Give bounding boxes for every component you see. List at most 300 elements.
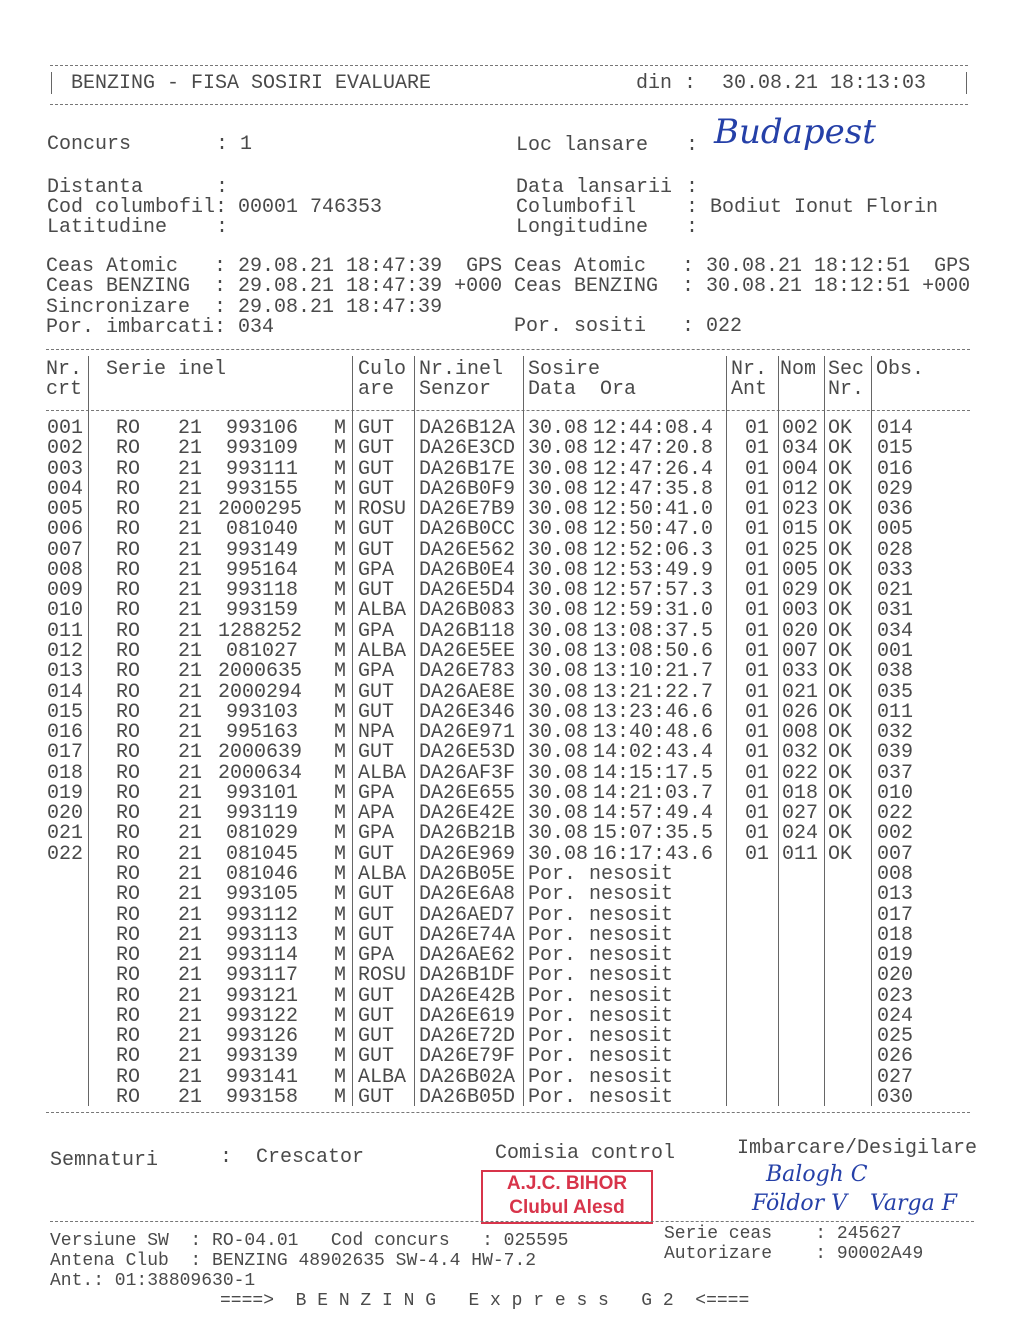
sensor-ring: DA26B21B (419, 822, 516, 846)
sensor-ring: DA26AF3F (419, 761, 516, 785)
por-sositi: Por. sositi : 022 (514, 315, 743, 338)
autorizare: Autorizare : 90002A49 (664, 1244, 924, 1264)
obs: 002 (877, 822, 914, 846)
color: GUT (358, 417, 395, 440)
arrival-time: nesosit (589, 903, 674, 927)
ring-serial: 993126 (225, 1025, 298, 1049)
color: GUT (358, 1004, 395, 1028)
nom: 027 (782, 802, 819, 826)
sex: M (333, 680, 346, 704)
nom: 018 (782, 781, 819, 805)
ring-year: 21 (178, 842, 203, 866)
sensor-ring: DA26E6A8 (419, 883, 516, 907)
arrival-time: 14:15:17.5 (593, 761, 714, 785)
sensor-ring: DA26B12A (419, 417, 516, 440)
row-number: 005 (47, 498, 84, 522)
sensor-ring: DA26E53D (419, 741, 516, 765)
latitudine-label: Latitudine (47, 216, 168, 239)
obs: 019 (877, 944, 914, 967)
antenna-nr: 01 (745, 741, 770, 765)
sensor-ring: DA26E42B (419, 984, 516, 1008)
row-number: 010 (47, 599, 84, 623)
ring-serial: 081045 (225, 842, 298, 866)
sec-nr: OK (828, 498, 853, 522)
sex: M (333, 700, 346, 724)
arrival-date: 30.08 (528, 660, 589, 684)
row-number: 004 (47, 477, 84, 501)
obs: 018 (877, 923, 914, 947)
arrival-time: 12:47:20.8 (593, 437, 714, 461)
color: GPA (358, 660, 395, 684)
ring-serial: 995164 (225, 558, 298, 582)
ring-year: 21 (178, 680, 203, 704)
obs: 028 (877, 538, 914, 562)
columbofil-value: : Bodiut Ionut Florin (686, 196, 939, 219)
color: GUT (358, 477, 395, 501)
arrival-time: 13:40:48.6 (593, 721, 714, 744)
antenna-nr: 01 (745, 680, 770, 704)
cod-columbofil-value: 00001 746353 (238, 196, 383, 219)
arrival-time: nesosit (589, 1065, 674, 1089)
arrival-time: nesosit (589, 944, 674, 967)
antenna-nr: 01 (745, 498, 770, 522)
sincronizare: Sincronizare : 29.08.21 18:47:39 (46, 296, 443, 319)
col-culoare-header-2: are (358, 378, 395, 401)
ring-serial: 2000635 (218, 660, 303, 684)
imbarcare-label: Imbarcare/Desigilare (737, 1137, 978, 1160)
col-senzor-header: Senzor (419, 378, 492, 401)
arrival-time: nesosit (589, 1085, 674, 1109)
ring-year: 21 (178, 721, 203, 744)
ring-year: 21 (178, 883, 203, 907)
color: GUT (358, 984, 395, 1008)
ceas-benzing-end: Ceas BENZING : 30.08.21 18:12:51 +000 (514, 275, 971, 298)
obs: 016 (877, 457, 914, 481)
sec-nr: OK (828, 579, 853, 603)
sex: M (333, 457, 346, 481)
row-number: 001 (47, 417, 84, 440)
ring-country: RO (116, 944, 141, 967)
arrival-date: 30.08 (528, 457, 589, 481)
row-number: 013 (47, 660, 84, 684)
arrival-time: 12:44:08.4 (593, 417, 714, 440)
nom: 011 (782, 842, 819, 866)
col-sosire-header: Sosire (528, 358, 601, 381)
row-number: 016 (47, 721, 84, 744)
longitudine-label: Longitudine (516, 216, 649, 239)
obs: 005 (877, 518, 914, 542)
concurs-label: Concurs (47, 133, 132, 156)
loc-lansare-handwritten: Budapest (714, 112, 876, 152)
ring-year: 21 (178, 741, 203, 765)
sensor-ring: DA26AE8E (419, 680, 516, 704)
arrival-time: 13:23:46.6 (593, 700, 714, 724)
sensor-ring: DA26E619 (419, 1004, 516, 1028)
ring-serial: 081027 (225, 640, 298, 663)
cod-columbofil-label: Cod columbofil: (47, 196, 228, 219)
sex: M (333, 437, 346, 461)
nom: 005 (782, 558, 819, 582)
ring-year: 21 (178, 1045, 203, 1069)
row-number: 002 (47, 437, 84, 461)
col-crt-header: crt (46, 378, 83, 401)
row-number: 022 (47, 842, 84, 866)
color: GUT (358, 579, 395, 603)
sex: M (333, 781, 346, 805)
color: GUT (358, 700, 395, 724)
arrival-date: Por. (528, 944, 577, 967)
ring-serial: 993158 (225, 1085, 298, 1109)
versiune-sw: Versiune SW : RO-04.01 Cod concurs : 025595 (50, 1231, 569, 1251)
arrival-time: 12:53:49.9 (593, 558, 714, 582)
antenna-nr: 01 (745, 781, 770, 805)
sex: M (333, 984, 346, 1008)
ring-serial: 993159 (225, 599, 298, 623)
arrival-date: 30.08 (528, 842, 589, 866)
antenna-nr: 01 (745, 822, 770, 846)
antenna-nr: 01 (745, 437, 770, 461)
arrival-date: 30.08 (528, 781, 589, 805)
ring-country: RO (116, 1085, 141, 1109)
obs: 014 (877, 417, 914, 440)
sensor-ring: DA26E74A (419, 923, 516, 947)
din-label: din : (636, 72, 697, 95)
concurs-value: : 1 (216, 133, 253, 156)
arrival-time: nesosit (589, 883, 674, 907)
arrival-date: 30.08 (528, 721, 589, 744)
ring-serial: 081029 (225, 822, 298, 846)
sec-nr: OK (828, 781, 853, 805)
ring-country: RO (116, 781, 141, 805)
obs: 007 (877, 842, 914, 866)
color: GUT (358, 1025, 395, 1049)
color: GUT (358, 1085, 395, 1109)
color: ROSU (358, 964, 407, 988)
arrival-date: Por. (528, 903, 577, 927)
antenna-nr: 01 (745, 518, 770, 542)
color: GUT (358, 680, 395, 704)
row-number: 018 (47, 761, 84, 785)
ring-year: 21 (178, 822, 203, 846)
antenna-nr: 01 (745, 477, 770, 501)
distanta-label: Distanta (47, 176, 144, 199)
obs: 010 (877, 781, 914, 805)
arrival-date: 30.08 (528, 477, 589, 501)
row-number: 012 (47, 640, 84, 663)
antenna-nr: 01 (745, 802, 770, 826)
antenna-nr: 01 (745, 721, 770, 744)
signature-2: Földor V (752, 1191, 848, 1216)
antenna-nr: 01 (745, 558, 770, 582)
sex: M (333, 964, 346, 988)
sex: M (333, 802, 346, 826)
obs: 031 (877, 599, 914, 623)
arrival-date: 30.08 (528, 579, 589, 603)
color: ALBA (358, 862, 407, 886)
sex: M (333, 599, 346, 623)
ring-year: 21 (178, 700, 203, 724)
sec-nr: OK (828, 518, 853, 542)
color: ALBA (358, 1065, 407, 1089)
ring-country: RO (116, 579, 141, 603)
obs: 037 (877, 761, 914, 785)
ring-serial: 2000634 (218, 761, 303, 785)
comisia-control-label: Comisia control (495, 1142, 676, 1165)
obs: 025 (877, 1025, 914, 1049)
obs: 039 (877, 741, 914, 765)
arrival-date: 30.08 (528, 700, 589, 724)
sensor-ring: DA26B05E (419, 862, 516, 886)
arrival-date: 30.08 (528, 619, 589, 643)
obs: 017 (877, 903, 914, 927)
antenna-nr: 01 (745, 842, 770, 866)
ring-serial: 993149 (225, 538, 298, 562)
color: GUT (358, 883, 395, 907)
ring-serial: 993139 (225, 1045, 298, 1069)
data-lansarii-label: Data lansarii (516, 176, 673, 199)
arrival-date: 30.08 (528, 417, 589, 440)
header-bottom-rule (50, 104, 968, 105)
arrival-time: nesosit (589, 1004, 674, 1028)
ring-year: 21 (178, 781, 203, 805)
column-separator (523, 356, 524, 1106)
obs: 001 (877, 640, 914, 663)
row-number: 006 (47, 518, 84, 542)
ring-year: 21 (178, 518, 203, 542)
ring-serial: 1288252 (218, 619, 303, 643)
ring-country: RO (116, 903, 141, 927)
sex: M (333, 1045, 346, 1069)
arrival-date: 30.08 (528, 680, 589, 704)
sec-nr: OK (828, 721, 853, 744)
nom: 004 (782, 457, 819, 481)
antenna-nr: 01 (745, 700, 770, 724)
arrival-time: nesosit (589, 964, 674, 988)
col-ant-header: Ant (731, 378, 768, 401)
sensor-ring: DA26B05D (419, 1085, 516, 1109)
ring-country: RO (116, 1004, 141, 1028)
sensor-ring: DA26B083 (419, 599, 516, 623)
arrival-date: Por. (528, 964, 577, 988)
antenna-nr: 01 (745, 579, 770, 603)
sensor-ring: DA26B0E4 (419, 558, 516, 582)
antenna-nr: 01 (745, 538, 770, 562)
sec-nr: OK (828, 761, 853, 785)
ring-country: RO (116, 538, 141, 562)
ring-year: 21 (178, 984, 203, 1008)
color: GUT (358, 842, 395, 866)
color: GUT (358, 518, 395, 542)
sensor-ring: DA26E72D (419, 1025, 516, 1049)
arrival-time: 12:50:41.0 (593, 498, 714, 522)
ring-country: RO (116, 923, 141, 947)
sensor-ring: DA26E655 (419, 781, 516, 805)
sec-nr: OK (828, 660, 853, 684)
distanta-colon: : (216, 176, 229, 199)
ring-serial: 993119 (225, 802, 298, 826)
color: GUT (358, 903, 395, 927)
arrival-date: Por. (528, 1004, 577, 1028)
ring-year: 21 (178, 599, 203, 623)
nom: 033 (782, 660, 819, 684)
nom: 022 (782, 761, 819, 785)
signature-1: Balogh C (766, 1162, 868, 1187)
antenna-nr: 01 (745, 640, 770, 663)
arrival-time: nesosit (589, 984, 674, 1008)
sex: M (333, 660, 346, 684)
ring-year: 21 (178, 538, 203, 562)
sec-nr: OK (828, 802, 853, 826)
col-sec-header: Sec (828, 358, 865, 381)
ring-year: 21 (178, 802, 203, 826)
sec-nr: OK (828, 558, 853, 582)
arrival-time: 13:21:22.7 (593, 680, 714, 704)
sensor-ring: DA26E3CD (419, 437, 516, 461)
signature-3: Varga F (870, 1191, 957, 1216)
row-number: 015 (47, 700, 84, 724)
sex: M (333, 1065, 346, 1089)
obs: 021 (877, 579, 914, 603)
sex: M (333, 721, 346, 744)
sensor-ring: DA26E5EE (419, 640, 516, 663)
ring-country: RO (116, 761, 141, 785)
sensor-ring: DA26B118 (419, 619, 516, 643)
row-number: 007 (47, 538, 84, 562)
sec-nr: OK (828, 741, 853, 765)
ring-serial: 993155 (225, 477, 298, 501)
table-header-rule (46, 410, 970, 411)
ring-country: RO (116, 741, 141, 765)
color: NPA (358, 721, 395, 744)
obs: 029 (877, 477, 914, 501)
ring-year: 21 (178, 619, 203, 643)
arrival-date: 30.08 (528, 599, 589, 623)
column-separator (352, 356, 353, 1106)
ring-country: RO (116, 700, 141, 724)
sensor-ring: DA26E562 (419, 538, 516, 562)
ring-year: 21 (178, 417, 203, 440)
ring-country: RO (116, 822, 141, 846)
row-number: 011 (47, 619, 84, 643)
column-separator (414, 356, 415, 1106)
row-number: 019 (47, 781, 84, 805)
sex: M (333, 1085, 346, 1109)
arrival-time: 14:57:49.4 (593, 802, 714, 826)
nom: 020 (782, 619, 819, 643)
color: GPA (358, 822, 395, 846)
serie-ceas: Serie ceas : 245627 (664, 1224, 902, 1244)
arrival-date: 30.08 (528, 802, 589, 826)
ring-country: RO (116, 558, 141, 582)
ring-country: RO (116, 599, 141, 623)
ring-country: RO (116, 862, 141, 886)
table-bottom-rule (46, 1112, 970, 1113)
ring-year: 21 (178, 944, 203, 967)
arrival-time: 12:50:47.0 (593, 518, 714, 542)
row-number: 009 (47, 579, 84, 603)
stamp-line-2: Clubul Alesd (509, 1197, 625, 1218)
row-number: 021 (47, 822, 84, 846)
ring-country: RO (116, 1025, 141, 1049)
ring-country: RO (116, 640, 141, 663)
sensor-ring: DA26E969 (419, 842, 516, 866)
ceas-atomic-end: Ceas Atomic : 30.08.21 18:12:51 GPS (514, 255, 971, 278)
sex: M (333, 640, 346, 663)
ring-country: RO (116, 964, 141, 988)
arrival-time: nesosit (589, 862, 674, 886)
ring-year: 21 (178, 660, 203, 684)
arrival-date: 30.08 (528, 538, 589, 562)
color: GPA (358, 558, 395, 582)
nom: 023 (782, 498, 819, 522)
nom: 008 (782, 721, 819, 744)
sex: M (333, 619, 346, 643)
ring-country: RO (116, 477, 141, 501)
arrival-date: 30.08 (528, 761, 589, 785)
ring-serial: 993117 (225, 964, 298, 988)
nom: 021 (782, 680, 819, 704)
ring-year: 21 (178, 761, 203, 785)
col-nr-header: Nr. (46, 358, 83, 381)
arrival-time: 13:08:50.6 (593, 640, 714, 663)
row-number: 017 (47, 741, 84, 765)
sex: M (333, 741, 346, 765)
header-top-rule (50, 65, 968, 66)
arrival-date: 30.08 (528, 640, 589, 663)
ring-year: 21 (178, 640, 203, 663)
nom: 012 (782, 477, 819, 501)
color: GPA (358, 619, 395, 643)
color: ROSU (358, 498, 407, 522)
sex: M (333, 842, 346, 866)
sec-nr: OK (828, 599, 853, 623)
arrival-time: nesosit (589, 1025, 674, 1049)
nom: 025 (782, 538, 819, 562)
antenna-nr: 01 (745, 417, 770, 440)
ring-serial: 993101 (225, 781, 298, 805)
sensor-ring: DA26B1DF (419, 964, 516, 988)
arrival-date: 30.08 (528, 518, 589, 542)
nom: 015 (782, 518, 819, 542)
arrival-time: nesosit (589, 923, 674, 947)
nom: 032 (782, 741, 819, 765)
sex: M (333, 1025, 346, 1049)
ring-year: 21 (178, 964, 203, 988)
color: GUT (358, 1045, 395, 1069)
ring-country: RO (116, 660, 141, 684)
color: GUT (358, 741, 395, 765)
ring-serial: 993121 (225, 984, 298, 1008)
nom: 029 (782, 579, 819, 603)
ring-country: RO (116, 498, 141, 522)
obs: 013 (877, 883, 914, 907)
ring-serial: 993122 (225, 1004, 298, 1028)
ring-year: 21 (178, 498, 203, 522)
sensor-ring: DA26E346 (419, 700, 516, 724)
longitudine-colon: : (686, 216, 699, 239)
arrival-date: Por. (528, 862, 577, 886)
ring-serial: 993112 (225, 903, 298, 927)
arrival-date: Por. (528, 923, 577, 947)
ring-country: RO (116, 842, 141, 866)
ring-country: RO (116, 984, 141, 1008)
arrival-time: 13:10:21.7 (593, 660, 714, 684)
footer-rule (50, 1221, 974, 1222)
obs: 035 (877, 680, 914, 704)
obs: 036 (877, 498, 914, 522)
arrival-time: 12:59:31.0 (593, 599, 714, 623)
sex: M (333, 538, 346, 562)
